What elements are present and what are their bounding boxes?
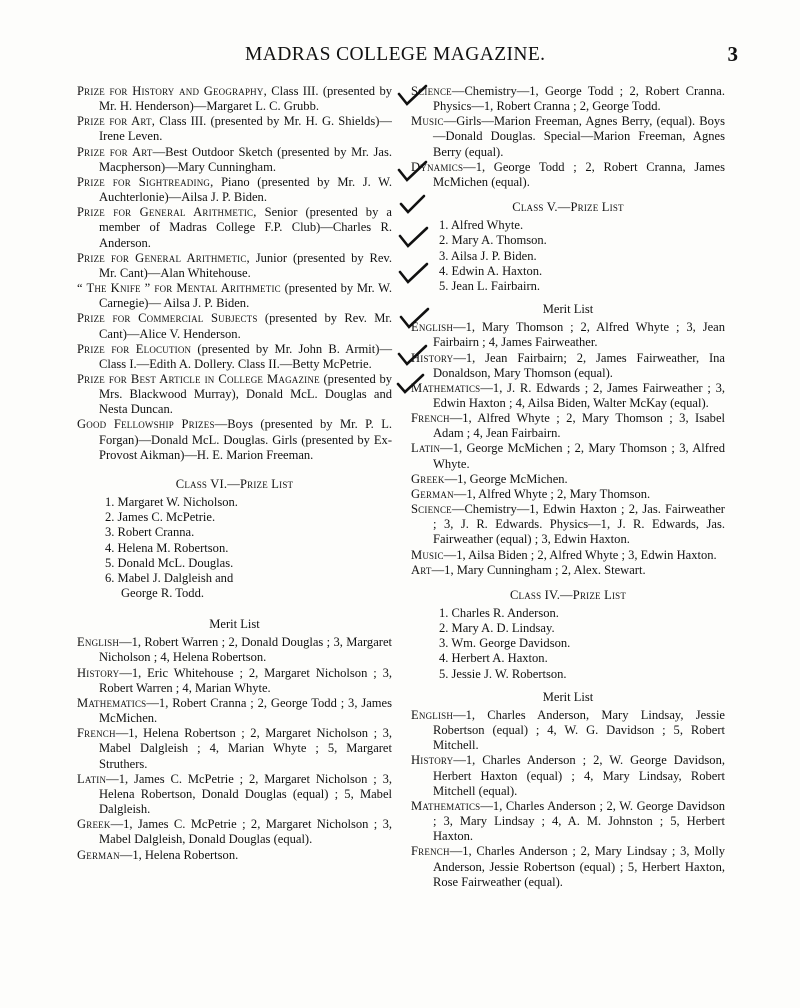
- pen-tick-mark: [398, 192, 430, 216]
- pen-tick-mark: [398, 307, 430, 331]
- prize-entry: “ The Knife ” for Mental Arithmetic (presented by Mr. W. Carnegie)— Ailsa J. P. Biden.: [77, 281, 392, 311]
- pen-tick-mark: [396, 160, 428, 184]
- list-item: 2. Mary A. D. Lindsay.: [439, 621, 555, 636]
- list-item: 5. Jean L. Fairbairn.: [439, 278, 541, 293]
- class6-continued: [411, 84, 725, 190]
- class4-prize-list: [439, 606, 725, 682]
- merit-entry: Music—1, Ailsa Biden ; 2, Alfred Whyte ; 3, Edwin Haxton.: [411, 547, 717, 562]
- class4-merit-list: [411, 708, 725, 890]
- class6-merit-heading: Merit List: [209, 617, 260, 632]
- pen-tick-mark: [395, 372, 427, 396]
- pen-tick-mark: [397, 262, 429, 286]
- class6-merit-list: [77, 635, 392, 862]
- right-column: [411, 84, 725, 890]
- prize-list: [77, 84, 392, 463]
- pen-tick-mark: [396, 344, 428, 368]
- merit-entry: English—1, Charles Anderson, Mary Lindsay, Jessie Robertson (equal) ; 4, W. G. Davidson ; 5, Robert Mitchell.: [411, 707, 725, 753]
- list-item: 2. Mary A. Thomson.: [439, 233, 547, 248]
- prize-entry: Prize for Elocution (presented by Mr. John B. Armit)—Class I.—Edith A. Dollery. Class II.—Betty McPetrie.: [77, 341, 392, 371]
- merit-entry: History—1, Charles Anderson ; 2, W. George Davidson, Herbert Haxton (equal) ; 4, Mary Lindsay, Robert Mitchell (equal).: [411, 753, 725, 798]
- prize-entry: Prize for Commercial Subjects (presented by Rev. Mr. Cant)—Alice V. Henderson.: [77, 311, 392, 341]
- pen-tick-mark: [397, 226, 429, 250]
- prize-entry: Good Fellowship Prizes—Boys (presented by Mr. P. L. Forgan)—Donald McL. Douglas. Girls (presented by Ex-Provost Aikman)—H. E. Marion Freeman.: [77, 417, 392, 462]
- prize-entry: Prize for Sightreading, Piano (presented by Mr. J. W. Auchterlonie)—Ailsa J. P. Biden.: [77, 174, 392, 205]
- list-item: 4. Edwin A. Haxton.: [439, 263, 543, 278]
- merit-entry: French—1, Helena Robertson ; 2, Margaret Nicholson ; 3, Mabel Dalgleish ; 4, Marian Whyte ; 5, Margaret Struthers.: [77, 726, 392, 771]
- merit-entry: Science—Chemistry—1, George Todd ; 2, Robert Cranna. Physics—1, Robert Cranna ; 2, George Todd.: [411, 84, 725, 114]
- class5-heading: Class V.—Prize List: [512, 200, 624, 215]
- list-item: 6. Mabel J. Dalgleish and George R. Todd.: [105, 570, 234, 600]
- merit-entry: Latin—1, James C. McPetrie ; 2, Margaret Nicholson ; 3, Helena Robertson, Donald Douglas (equal) ; 5, Mabel Dalgleish.: [77, 771, 392, 817]
- merit-entry: Mathematics—1, J. R. Edwards ; 2, James Fairweather ; 3, Edwin Haxton ; 4, Ailsa Biden, Walter McKay (equal).: [411, 380, 725, 410]
- class5-merit-list: [411, 320, 725, 578]
- list-item: 1. Margaret W. Nicholson.: [105, 495, 238, 510]
- prize-entry: Prize for General Arithmetic, Senior (presented by a member of Madras College F.P. Club)—Charles R. Anderson.: [77, 205, 392, 250]
- prize-entry: Prize for Art—Best Outdoor Sketch (presented by Mr. Jas. Macpherson)—Mary Cunningham.: [77, 144, 392, 174]
- merit-entry: Greek—1, George McMichen.: [411, 471, 568, 486]
- merit-entry: Mathematics—1, Charles Anderson ; 2, W. George Davidson ; 3, Mary Lindsay ; 4, A. M. Johnston ; 5, Herbert Haxton.: [411, 798, 725, 844]
- magazine-title: MADRAS COLLEGE MAGAZINE.: [245, 44, 546, 65]
- merit-entry: Latin—1, George McMichen ; 2, Mary Thomson ; 3, Alfred Whyte.: [411, 441, 725, 471]
- merit-entry: Dynamics—1, George Todd ; 2, Robert Cranna, James McMichen (equal).: [411, 159, 725, 189]
- prize-entry: Prize for General Arithmetic, Junior (presented by Rev. Mr. Cant)—Alan Whitehouse.: [77, 250, 392, 280]
- merit-entry: English—1, Robert Warren ; 2, Donald Douglas ; 3, Margaret Nicholson ; 4, Helena Robertson.: [77, 635, 392, 665]
- merit-entry: German—1, Helena Robertson.: [77, 847, 239, 862]
- merit-entry: History—1, Jean Fairbairn; 2, James Fairweather, Ina Donaldson, Mary Thomson (equal).: [411, 350, 725, 380]
- pen-tick-mark: [396, 84, 428, 108]
- left-column: [77, 84, 392, 863]
- merit-entry: English—1, Mary Thomson ; 2, Alfred Whyte ; 3, Jean Fairbairn ; 4, James Fairweather.: [411, 320, 725, 350]
- list-item: 4. Herbert A. Haxton.: [439, 651, 548, 666]
- class5-prize-list: [439, 218, 725, 294]
- merit-entry: Art—1, Mary Cunningham ; 2, Alex. Stewart.: [411, 562, 646, 577]
- merit-entry: Music—Girls—Marion Freeman, Agnes Berry, (equal). Boys—Donald Douglas. Special—Marion Freeman, Agnes Berry (equal).: [411, 114, 725, 159]
- merit-entry: History—1, Eric Whitehouse ; 2, Margaret Nicholson ; 3, Robert Warren ; 4, Marian Whyte.: [77, 665, 392, 695]
- page-number: 3: [727, 42, 738, 66]
- list-item: 5. Donald McL. Douglas.: [105, 555, 234, 570]
- list-item: 5. Jessie J. W. Robertson.: [439, 666, 567, 681]
- list-item: 3. Wm. George Davidson.: [439, 636, 571, 651]
- list-item: 1. Charles R. Anderson.: [439, 606, 559, 620]
- merit-entry: French—1, Charles Anderson ; 2, Mary Lindsay ; 3, Molly Anderson, Jessie Robertson (equal) ; 5, Herbert Haxton, Rose Fairweather (equal).: [411, 844, 725, 889]
- merit-entry: German—1, Alfred Whyte ; 2, Mary Thomson.: [411, 486, 651, 501]
- class6-heading: Class VI.—Prize List: [175, 476, 294, 491]
- list-item: 2. James C. McPetrie.: [105, 510, 216, 525]
- list-item: 1. Alfred Whyte.: [439, 218, 524, 233]
- list-item: 3. Ailsa J. P. Biden.: [439, 248, 537, 263]
- class5-merit-heading: Merit List: [542, 302, 594, 317]
- page-header: [0, 44, 800, 74]
- merit-entry: Mathematics—1, Robert Cranna ; 2, George Todd ; 3, James McMichen.: [77, 695, 392, 726]
- merit-entry: Greek—1, James C. McPetrie ; 2, Margaret Nicholson ; 3, Mabel Dalgleish, Donald Douglas (equal).: [77, 817, 392, 847]
- class6-prize-list: [105, 495, 392, 601]
- class4-merit-heading: Merit List: [542, 689, 594, 704]
- list-item: 4. Helena M. Robertson.: [105, 540, 229, 555]
- prize-entry: Prize for History and Geography, Class III. (presented by Mr. H. Henderson)—Margaret L. C. Grubb.: [77, 84, 392, 114]
- prize-entry: Prize for Art, Class III. (presented by Mr. H. G. Shields)—Irene Leven.: [77, 114, 392, 144]
- merit-entry: Science—Chemistry—1, Edwin Haxton ; 2, Jas. Fairweather ; 3, J. R. Edwards. Physics—1, J. R. Edwards, Jas. Fairweather (equal) ; 3, Edwin Haxton.: [411, 502, 725, 547]
- list-item: 3. Robert Cranna.: [105, 525, 195, 540]
- class4-heading: Class IV.—Prize List: [509, 587, 627, 602]
- prize-entry: Prize for Best Article in College Magazine (presented by Mrs. Blackwood Murray), Donald McL. Douglas and Nesta Duncan.: [77, 371, 392, 417]
- merit-entry: French—1, Alfred Whyte ; 2, Mary Thomson ; 3, Isabel Adam ; 4, Jean Fairbairn.: [411, 411, 725, 441]
